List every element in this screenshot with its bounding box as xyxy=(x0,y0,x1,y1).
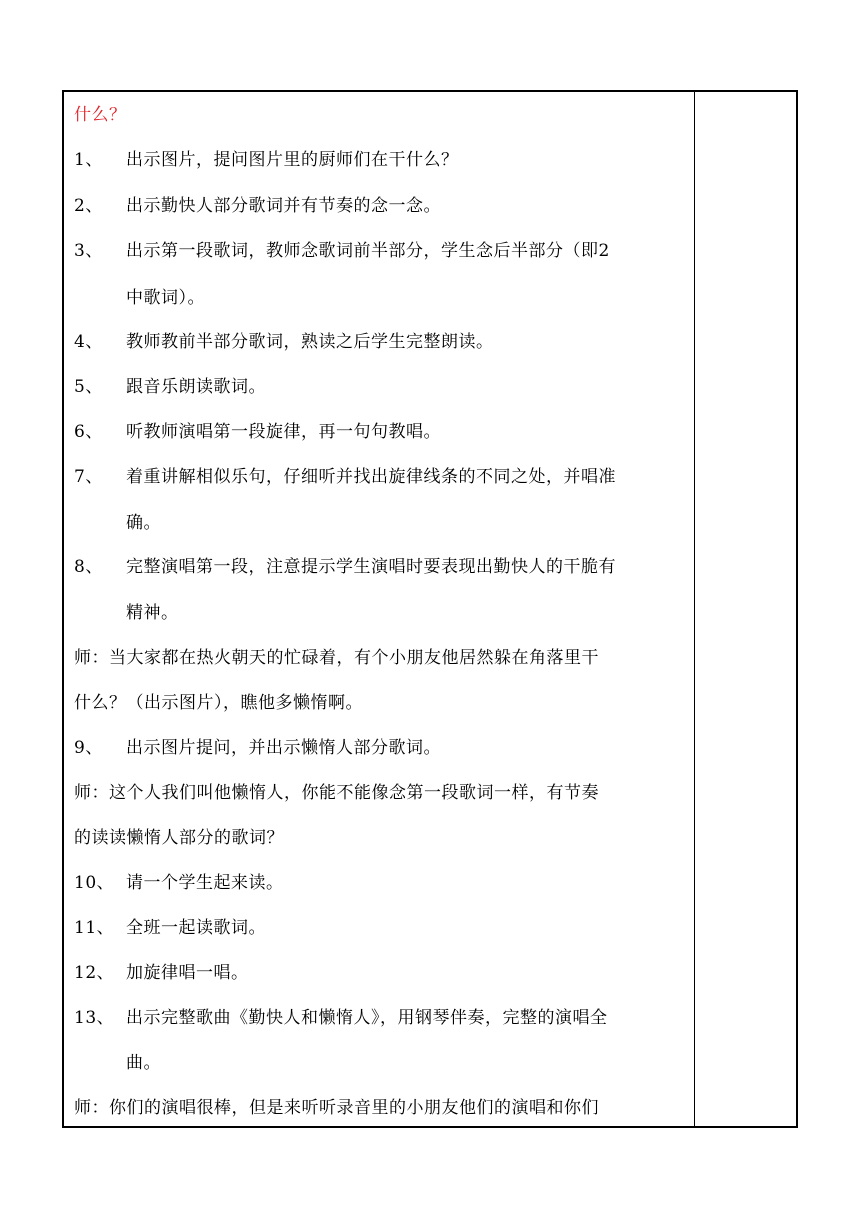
item-text-continued: 曲。 xyxy=(126,1053,161,1073)
item-text: 出示勤快人部分歌词并有节奏的念一念。 xyxy=(126,196,441,216)
item-text: 全班一起读歌词。 xyxy=(126,918,266,938)
item-number: 2、 xyxy=(74,196,103,216)
item-text: 出示图片，提问图片里的厨师们在干什么？ xyxy=(126,150,459,170)
item-number: 5、 xyxy=(74,377,103,397)
item-text: 教师教前半部分歌词，熟读之后学生完整朗读。 xyxy=(126,332,494,352)
item-number: 8、 xyxy=(74,557,103,577)
teacher-remark-line: 师：你们的演唱很棒，但是来听听录音里的小朋友他们的演唱和你们 xyxy=(74,1098,599,1118)
item-text: 跟音乐朗读歌词。 xyxy=(126,377,266,397)
item-number: 1、 xyxy=(74,150,103,170)
item-text-continued: 中歌词）。 xyxy=(126,288,205,308)
item-number: 4、 xyxy=(74,332,103,352)
item-text: 听教师演唱第一段旋律，再一句句教唱。 xyxy=(126,422,441,442)
item-number: 9、 xyxy=(74,738,103,758)
teacher-remark-line: 师：这个人我们叫他懒惰人，你能不能像念第一段歌词一样，有节奏 xyxy=(74,783,599,803)
teacher-remark-line: 师：当大家都在热火朝天的忙碌着，有个小朋友他居然躲在角落里干 xyxy=(74,648,599,668)
item-text-continued: 精神。 xyxy=(126,603,179,623)
item-number: 7、 xyxy=(74,467,103,487)
heading-line: 什么？ xyxy=(74,105,127,125)
teacher-remark-line: 什么？（出示图片），瞧他多懒惰啊。 xyxy=(74,693,363,713)
item-number: 10、 xyxy=(74,873,115,893)
item-text: 请一个学生起来读。 xyxy=(126,873,284,893)
item-number: 12、 xyxy=(74,963,115,983)
item-number: 3、 xyxy=(74,241,103,261)
item-text: 出示第一段歌词，教师念歌词前半部分，学生念后半部分（即2 xyxy=(126,241,610,261)
teacher-remark-line: 的读读懒惰人部分的歌词？ xyxy=(74,828,284,848)
notes-cell xyxy=(695,92,796,1126)
item-text-continued: 确。 xyxy=(126,513,161,533)
item-text: 出示完整歌曲《勤快人和懒惰人》，用钢琴伴奏，完整的演唱全 xyxy=(126,1008,608,1028)
item-text: 出示图片提问，并出示懒惰人部分歌词。 xyxy=(126,738,441,758)
item-number: 13、 xyxy=(74,1008,115,1028)
item-text: 完整演唱第一段，注意提示学生演唱时要表现出勤快人的干脆有 xyxy=(126,557,616,577)
lesson-table xyxy=(62,90,798,1128)
item-text: 加旋律唱一唱。 xyxy=(126,963,249,983)
item-number: 6、 xyxy=(74,422,103,442)
item-text: 着重讲解相似乐句，仔细听并找出旋律线条的不同之处，并唱准 xyxy=(126,467,616,487)
item-number: 11、 xyxy=(74,918,115,938)
